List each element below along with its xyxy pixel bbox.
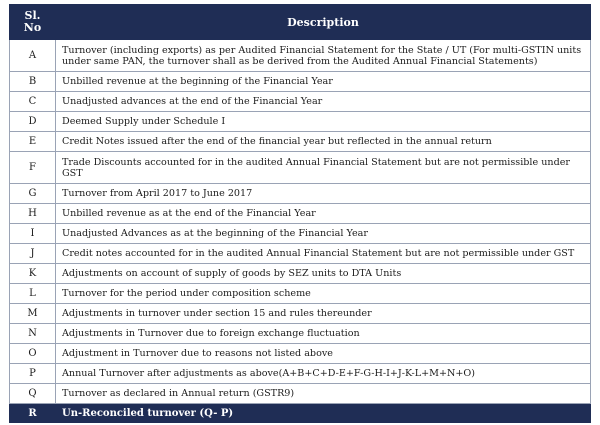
table-row	[10, 224, 591, 244]
table-row	[10, 344, 591, 364]
row-description: Unbilled revenue as at the end of the Financial Year	[56, 204, 591, 224]
row-description: Adjustment in Turnover due to reasons not listed above	[56, 344, 591, 364]
row-code: F	[10, 152, 56, 184]
row-code: Q	[10, 384, 56, 404]
table-row	[10, 132, 591, 152]
table-row	[10, 364, 591, 384]
row-description: Annual Turnover after adjustments as above(A+B+C+D-E+F-G-H-I+J-K-L+M+N+O)	[56, 364, 591, 384]
row-description: Credit notes accounted for in the audited Annual Financial Statement but are not permissible under GST	[56, 244, 591, 264]
row-code: B	[10, 72, 56, 92]
table-row	[10, 92, 591, 112]
row-description: Un-Reconciled turnover (Q- P)	[56, 404, 591, 423]
row-description: Adjustments on account of supply of goods by SEZ units to DTA Units	[56, 264, 591, 284]
table-row	[10, 244, 591, 264]
row-description: Adjustments in Turnover due to foreign exchange fluctuation	[56, 324, 591, 344]
row-description: Unbilled revenue at the beginning of the Financial Year	[56, 72, 591, 92]
table-row	[10, 264, 591, 284]
row-description: Credit Notes issued after the end of the financial year but reflected in the annual return	[56, 132, 591, 152]
row-code: O	[10, 344, 56, 364]
reconciliation-table	[9, 4, 591, 423]
row-code: L	[10, 284, 56, 304]
row-code: I	[10, 224, 56, 244]
row-description: Adjustments in turnover under section 15 and rules thereunder	[56, 304, 591, 324]
description-header: Description	[56, 5, 591, 40]
row-code: P	[10, 364, 56, 384]
table-row	[10, 112, 591, 132]
row-code: J	[10, 244, 56, 264]
row-description: Deemed Supply under Schedule I	[56, 112, 591, 132]
row-description: Unadjusted Advances as at the beginning of the Financial Year	[56, 224, 591, 244]
row-code: E	[10, 132, 56, 152]
row-description: Turnover (including exports) as per Audited Financial Statement for the State / UT (For multi-GSTIN units under same PAN, the turnover shall as be derived from the Audited Annual Financial Statements)	[56, 40, 591, 72]
row-description: Turnover for the period under composition scheme	[56, 284, 591, 304]
table-row	[10, 204, 591, 224]
row-code: K	[10, 264, 56, 284]
row-code: M	[10, 304, 56, 324]
table-row	[10, 40, 591, 72]
row-code: G	[10, 184, 56, 204]
row-code: R	[10, 404, 56, 423]
row-description: Turnover as declared in Annual return (GSTR9)	[56, 384, 591, 404]
total-row	[10, 404, 591, 423]
table-row	[10, 384, 591, 404]
row-code: C	[10, 92, 56, 112]
row-description: Turnover from April 2017 to June 2017	[56, 184, 591, 204]
table-row	[10, 152, 591, 184]
table-row	[10, 284, 591, 304]
row-description: Trade Discounts accounted for in the audited Annual Financial Statement but are not permissible under GST	[56, 152, 591, 184]
row-description: Unadjusted advances at the end of the Financial Year	[56, 92, 591, 112]
sl-no-header-line1: Sl.	[24, 9, 41, 22]
table-header-row	[10, 5, 591, 40]
row-code: A	[10, 40, 56, 72]
sl-no-header	[10, 5, 56, 40]
row-code: D	[10, 112, 56, 132]
row-code: N	[10, 324, 56, 344]
table-row	[10, 72, 591, 92]
table-row	[10, 304, 591, 324]
sl-no-header-line2: No	[23, 21, 42, 34]
row-code: H	[10, 204, 56, 224]
table-row	[10, 184, 591, 204]
table-row	[10, 324, 591, 344]
